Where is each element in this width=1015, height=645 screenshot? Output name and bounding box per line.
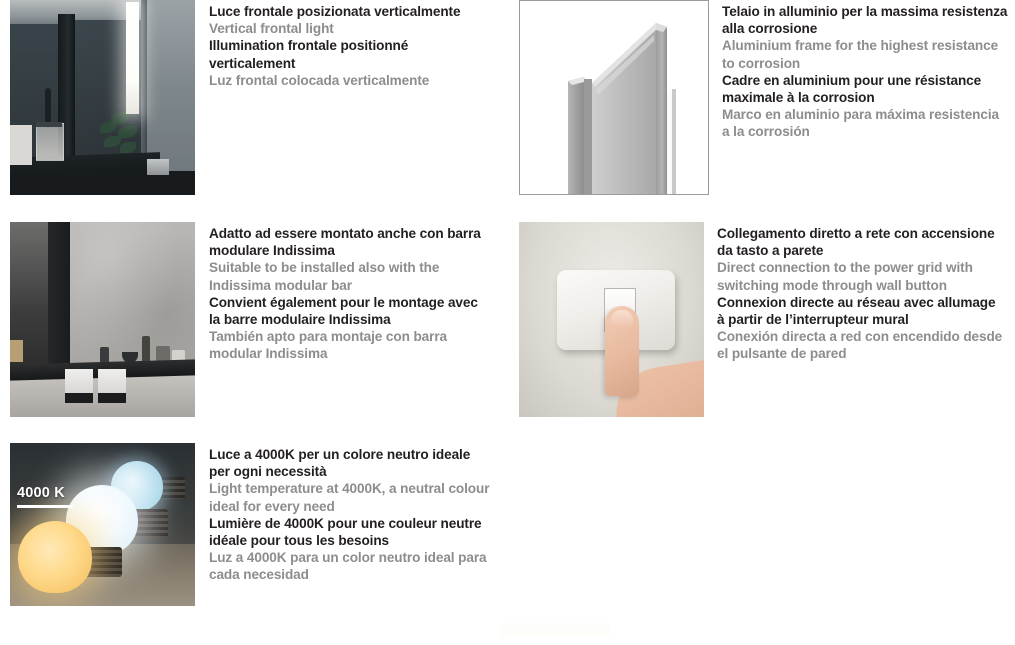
feature-line-en: Vertical frontal light — [209, 21, 334, 37]
feature-line-fr: Connexion directe au réseau avec allumage à partir de l’interrupteur mural — [717, 294, 996, 328]
feature-line-it: Luce frontale posizionata verticalmente — [209, 4, 461, 19]
feature-copy — [717, 222, 1005, 363]
feature-copy — [209, 0, 491, 89]
jar-lid-shape — [36, 122, 62, 127]
dark-edge-shape — [48, 222, 70, 372]
feature-line-en: Suitable to be installed also with the Indissima modular bar — [209, 260, 440, 293]
white-box-shape — [10, 125, 32, 165]
feature-line-it: Telaio in alluminio per la massima resistenza alla corrosione — [722, 4, 1008, 37]
aluminium-profile-svg — [520, 1, 708, 194]
feature-copy — [209, 222, 491, 363]
indissima-modular-bar-photo — [10, 222, 195, 417]
feature-line-es: También apto para montaje con barra modular Indissima — [209, 329, 447, 362]
feature-block-direct-grid-connection — [519, 222, 1005, 417]
feature-line-en: Aluminium frame for the highest resistance to corrosion — [722, 38, 999, 71]
feature-line-it: Collegamento diretto a rete con accensione da tasto a parete — [717, 226, 995, 259]
feature-line-it: Adatto ad essere montato anche con barra modulare Indissima — [209, 226, 481, 259]
modular-bar-module-1 — [65, 369, 93, 403]
feature-line-fr: Illumination frontale positionné verticalement — [209, 38, 409, 71]
modular-bar-module-2 — [98, 369, 126, 403]
fingernail-shape — [611, 310, 633, 327]
tan-accessory-shape — [10, 340, 23, 362]
page-artifact — [500, 623, 610, 637]
wall-switch-finger-photo — [519, 222, 704, 417]
feature-line-en: Direct connection to the power grid with switching mode through wall button — [717, 260, 973, 293]
feature-line-es: Luz frontal colocada verticalmente — [209, 72, 430, 88]
feature-copy — [209, 443, 491, 584]
feature-block-vertical-frontal-light — [10, 0, 491, 195]
feature-line-fr: Lumière de 4000K pour une couleur neutre idéale pour tous les besoins — [209, 515, 482, 549]
feature-line-fr: Convient également pour le montage avec la barre modulaire Indissima — [209, 294, 478, 328]
feature-copy — [722, 0, 1010, 141]
profile-render — [520, 1, 708, 194]
feature-block-indissima-modular-bar — [10, 222, 491, 417]
feature-block-neutral-4000k-light — [10, 443, 491, 606]
feature-block-aluminium-frame — [519, 0, 1010, 195]
cup-accessory-shape — [100, 347, 109, 363]
light-bulbs-colour-temperature-photo — [10, 443, 195, 606]
feature-line-es: Luz a 4000K para un color neutro ideal para cada necesidad — [209, 550, 487, 583]
colour-temperature-callout: 4000 K — [17, 485, 65, 501]
feature-line-es: Conexión directa a red con encendido desde el pulsante de pared — [717, 329, 1003, 362]
bathroom-mirror-vertical-light-photo — [10, 0, 195, 195]
glass-jar-shape — [36, 123, 64, 161]
feature-line-en: Light temperature at 4000K, a neutral colour ideal for every need — [209, 481, 490, 514]
feature-line-fr: Cadre en aluminium pour une résistance maximale à la corrosion — [722, 72, 982, 106]
vertical-light-strip — [126, 2, 139, 114]
callout-leader-line — [17, 505, 73, 508]
aluminium-frame-profile-diagram — [519, 0, 709, 195]
chrome-fixture-shape — [147, 159, 169, 175]
bottle-accessory-shape — [142, 336, 150, 363]
feature-line-it: Luce a 4000K per un colore neutro ideale per ogni necessità — [209, 447, 471, 480]
warm-bulb-shape — [18, 521, 130, 606]
bulb-glass-shape — [18, 521, 92, 593]
feature-line-es: Marco en aluminio para máxima resistencia a la corrosión — [722, 107, 999, 140]
